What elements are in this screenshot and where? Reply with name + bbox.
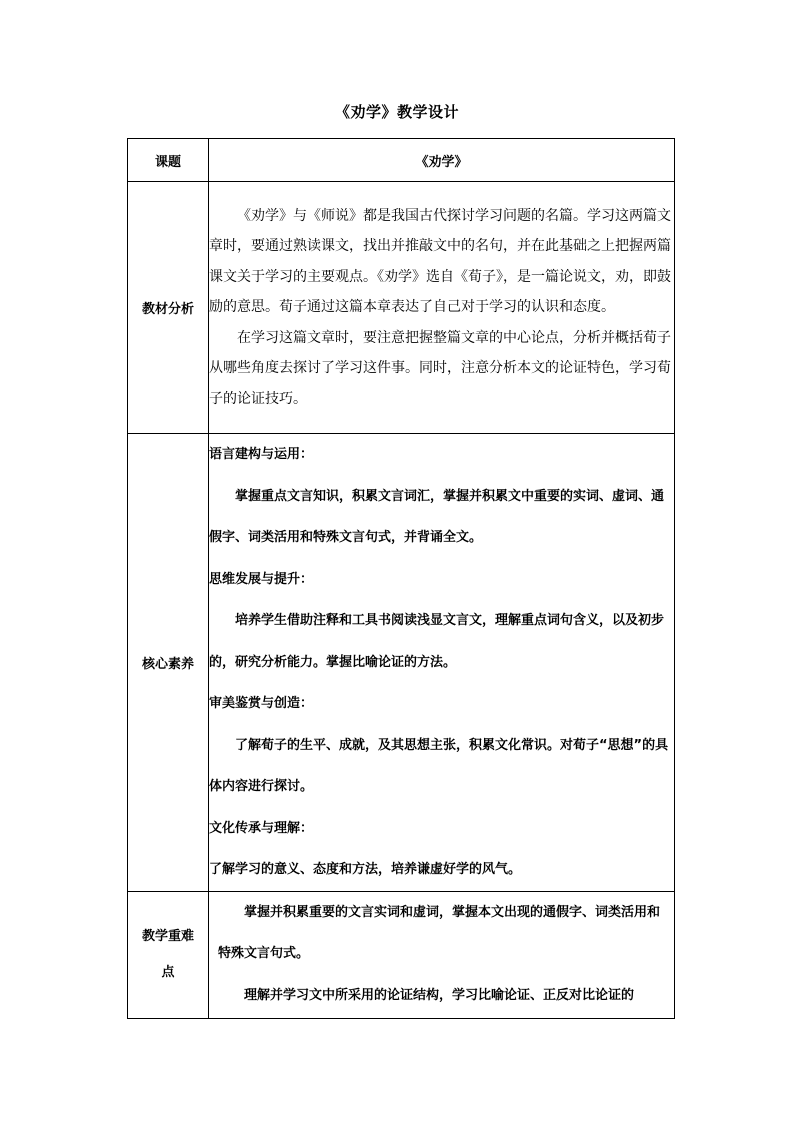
section-text: 了解荀子的生平、成就，及其思想主张，积累文化常识。对荀子“思想”的具体内容进行探讨。: [209, 737, 669, 794]
analysis-label: 教材分析: [128, 182, 209, 434]
key-points-label-text: 教学重难点: [141, 928, 194, 980]
section-heading: 文化传承与理解：: [209, 820, 314, 836]
section-text: 掌握重点文言知识，积累文言词汇，掌握并积累文中重要的实词、虚词、通假字、词类活用和特殊文言句式，并背诵全文。: [209, 488, 665, 545]
core-literacy-content: [209, 434, 675, 892]
analysis-content: [209, 182, 675, 434]
section-text: 培养学生借助注释和工具书阅读浅显文言文，理解重点词句含义，以及初步的，研究分析能力。掌握比喻论证的方法。: [209, 613, 665, 670]
key-points-paragraph: 理解并学习文中所采用的论证结构，学习比喻论证、正反对比论证的: [244, 987, 635, 1003]
table-row-topic: [128, 139, 675, 182]
section-heading: 语言建构与运用：: [209, 447, 314, 462]
key-points-paragraph: 掌握并积累重要的文言实词和虚词，掌握本文出现的通假字、词类活用和特殊文言句式。: [218, 904, 661, 961]
analysis-paragraph: 《劝学》与《师说》都是我国古代探讨学习问题的名篇。学习这两篇文章时，要通过熟读课文，找出并推敲文中的名句，并在此基础之上把握两篇课文关于学习的主要观点。《劝学》选自《荀子》，是一篇论说文，劝，即鼓励的意思。荀子通过这篇本章表达了自己对于学习的认识和态度。: [209, 207, 671, 316]
core-literacy-label: 核心素养: [128, 434, 209, 892]
key-points-label: [128, 891, 209, 1018]
key-points-cell: [209, 891, 675, 1018]
table-row-analysis: [128, 182, 675, 434]
topic-label: 课题: [128, 139, 209, 182]
topic-value: 《劝学》: [209, 139, 675, 182]
lesson-plan-table: [127, 138, 675, 1019]
section-heading: 审美鉴赏与创造：: [209, 696, 314, 711]
section-heading: 思维发展与提升：: [209, 571, 314, 587]
document-title: 《劝学》教学设计: [334, 103, 459, 121]
section-text: 了解学习的意义、态度和方法，培养谦虚好学的风气。: [209, 862, 522, 877]
key-points-content: [209, 892, 674, 1018]
analysis-paragraph: 在学习这篇文章时，要注意把握整篇文章的中心论点，分析并概括荀子从哪些角度去探讨了学习这件事。同时，注意分析本文的论证特色，学习荀子的论证技巧。: [209, 329, 671, 407]
table-row-core-literacy: [128, 434, 675, 892]
table-row-key-points: [128, 891, 675, 1018]
